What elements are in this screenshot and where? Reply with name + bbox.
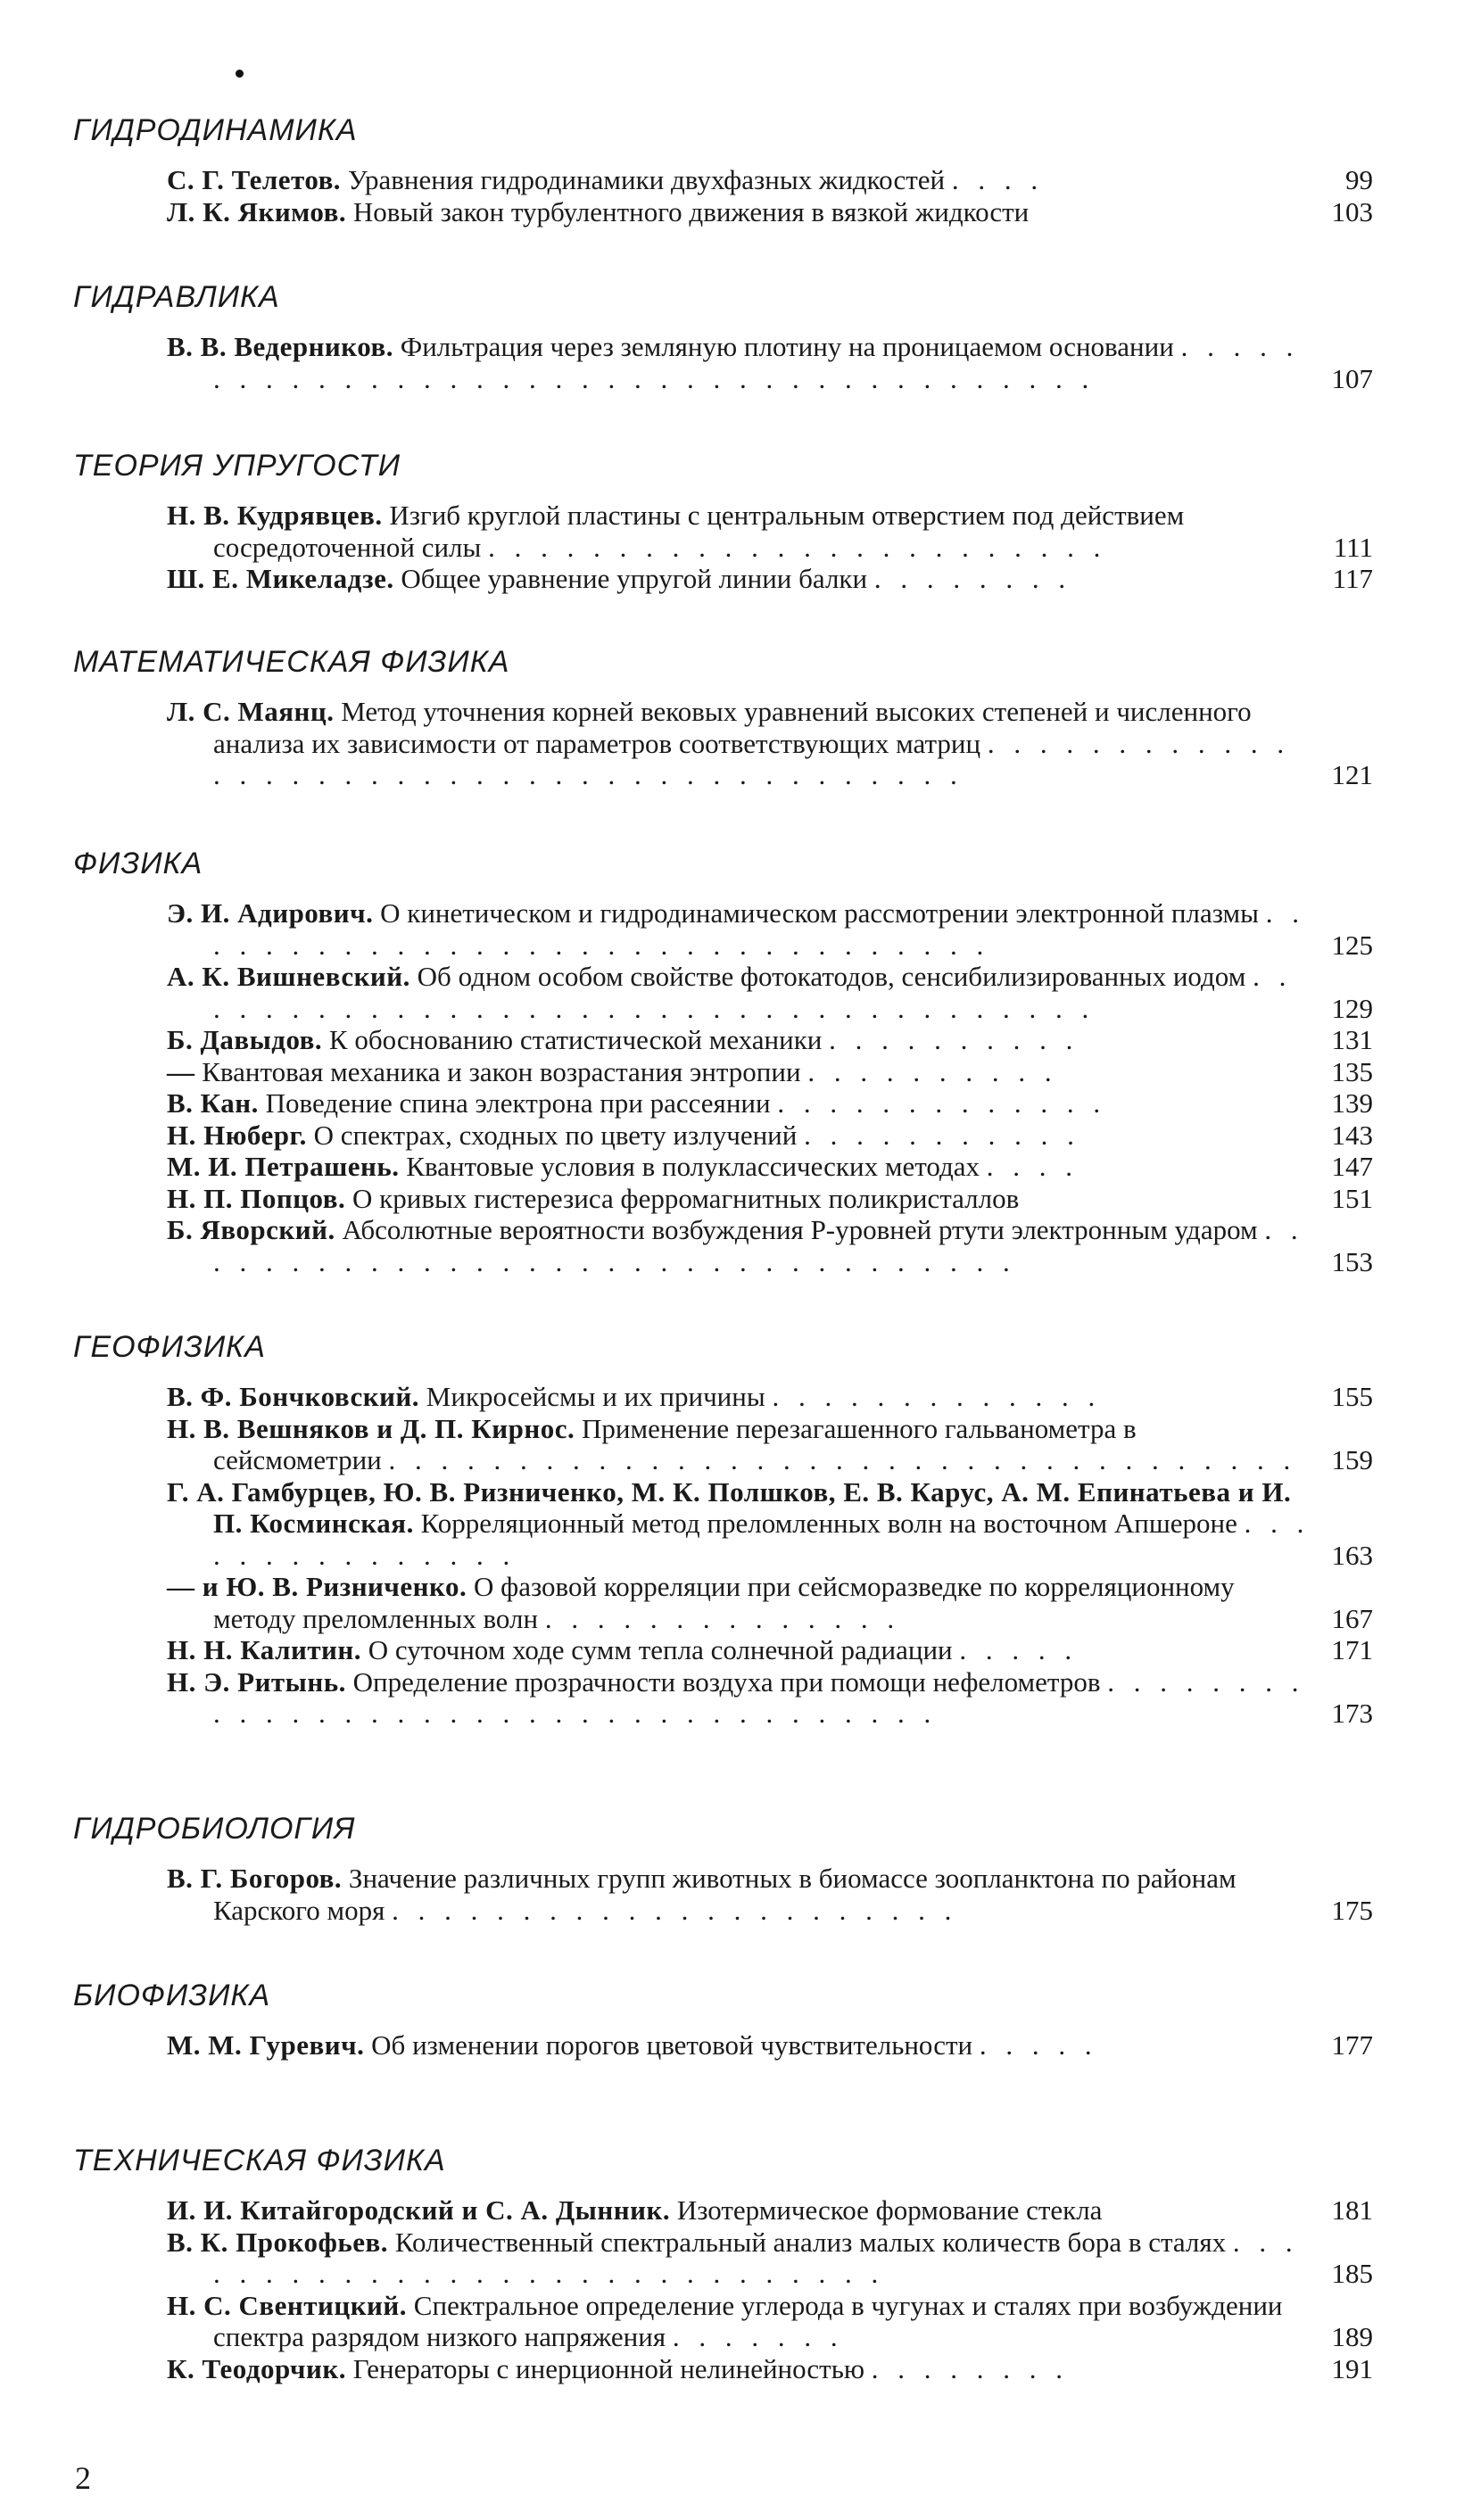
entry-title: О кинетическом и гидродинамическом рассмотрении электронной плазмы xyxy=(380,897,1259,929)
toc-entry xyxy=(167,1056,1373,1088)
entry-title: Спектральное определение углерода в чугунах и сталях при возбуждении спектра разрядом низкого напряжения xyxy=(213,2289,1283,2352)
entry-author: М. М. Гуревич. xyxy=(167,2029,365,2061)
entry-page-number: 99 xyxy=(1345,164,1373,195)
leader-dots: . . . . . . . . . . . . . . . . . . . . . . . . . . . . . xyxy=(213,2226,1299,2289)
entry-page-number: 177 xyxy=(1331,2029,1373,2061)
leader-dots: . . . . . . . . . . . . . xyxy=(772,1381,1102,1412)
entry-page-number: 181 xyxy=(1331,2194,1373,2226)
leader-dots: . . . . xyxy=(951,164,1045,195)
entry-title: Новый закон турбулентного движения в вязкой жидкости xyxy=(352,195,1030,227)
section-title: ГИДРОДИНАМИКА xyxy=(73,113,358,147)
leader-dots: . . . . . . . . . . . . . . . xyxy=(213,1508,1311,1571)
entry-author: М. И. Петрашень. xyxy=(167,1151,400,1182)
entry-author: Б. Давыдов. xyxy=(167,1024,323,1055)
toc-entry xyxy=(167,1381,1373,1413)
entry-author: В. В. Ведерников. xyxy=(167,331,393,362)
section-title: ФИЗИКА xyxy=(73,847,203,880)
toc-section xyxy=(73,279,1376,394)
leader-dots: . . . . . . . . . . . . . . xyxy=(544,1602,901,1634)
page-number: 2 xyxy=(75,2460,91,2496)
entry-author: В. К. Прокофьев. xyxy=(167,2226,389,2258)
entry-page-number: 159 xyxy=(1331,1444,1373,1475)
toc-entries xyxy=(167,500,1373,595)
leader-dots: . . . . . . . . . . . . . . . . . . . . . . . . . . . . . . . . . . . . xyxy=(213,961,1293,1024)
entry-title: Микросейсмы и их причины xyxy=(426,1381,765,1412)
entry-author: И. И. Китайгородский и С. А. Дынник. xyxy=(167,2194,671,2226)
leader-dots: . . . . . xyxy=(959,1634,1079,1665)
section-title: ТЕХНИЧЕСКАЯ ФИЗИКА xyxy=(73,2144,446,2177)
entry-author: Н. Э. Ритынь. xyxy=(167,1665,346,1698)
entry-title: О суточном ходе сумм тепла солнечной радиации xyxy=(368,1634,953,1665)
entry-page-number: 173 xyxy=(1331,1698,1373,1729)
entry-text xyxy=(167,331,1373,394)
entry-text xyxy=(167,1151,1373,1183)
entry-page-number: 189 xyxy=(1331,2321,1373,2352)
leader-dots: . . . . . . . . xyxy=(871,2352,1070,2384)
entry-text xyxy=(167,1863,1373,1926)
entry-page-number: 155 xyxy=(1331,1381,1373,1412)
entry-page-number: 191 xyxy=(1331,2352,1373,2384)
entry-title: Поведение спина электрона при рассеянии xyxy=(265,1087,771,1119)
entry-page-number: 121 xyxy=(1331,759,1373,790)
leader-dots: . . . . . . . . . . . . . . . . . . . . . . . . . . . . . . . . . . . . . . . xyxy=(213,331,1300,394)
entry-text xyxy=(167,1024,1373,1056)
entry-page-number: 175 xyxy=(1331,1894,1373,1926)
entry-text xyxy=(167,1476,1373,1572)
entry-text xyxy=(167,1634,1373,1666)
section-title: ГИДРОБИОЛОГИЯ xyxy=(73,1812,356,1846)
leader-dots: . . . . . . . . . . . . . . . . . . . . . . . . . . . . . . . . . . . xyxy=(388,1444,1297,1475)
entry-text xyxy=(167,1183,1373,1215)
entry-page-number: 171 xyxy=(1331,1634,1373,1665)
entry-author: С. Г. Телетов. xyxy=(167,164,342,195)
entry-page-number: 163 xyxy=(1331,1539,1373,1571)
entry-title: Фильтрация через земляную плотину на проницаемом основании xyxy=(400,331,1174,362)
entry-author: К. Теодорчик. xyxy=(167,2352,346,2384)
toc-entry xyxy=(167,1666,1373,1730)
entry-text xyxy=(167,1214,1373,1277)
entry-page-number: 147 xyxy=(1331,1151,1373,1182)
print-mark xyxy=(236,70,244,78)
entry-page-number: 131 xyxy=(1331,1024,1373,1055)
entry-author: Н. В. Вешняков и Д. П. Кирнос. xyxy=(167,1412,575,1444)
entry-page-number: 135 xyxy=(1331,1055,1373,1087)
entry-text xyxy=(167,961,1373,1024)
toc-entry xyxy=(167,1413,1373,1476)
toc-entry xyxy=(167,2029,1373,2061)
entry-title: Значение различных групп животных в биомассе зоопланктона по районам Карского моря xyxy=(213,1863,1237,1926)
entry-text xyxy=(167,164,1373,196)
toc-entry xyxy=(167,1634,1373,1666)
entry-page-number: 139 xyxy=(1331,1087,1373,1119)
toc-section xyxy=(73,1329,1376,1730)
toc-entry xyxy=(167,1151,1373,1183)
leader-dots: . . . . . . . . . . . . . . . . . . . . . . . . . . . . . . . . . xyxy=(213,1214,1304,1277)
entry-text xyxy=(167,1666,1373,1730)
entry-text xyxy=(167,2227,1373,2290)
entry-author: Н. Н. Калитин. xyxy=(167,1634,362,1665)
toc-entries xyxy=(167,164,1373,227)
toc-entry xyxy=(167,1571,1373,1634)
entry-author: В. Г. Богоров. xyxy=(167,1863,343,1894)
entry-text xyxy=(167,1413,1373,1476)
entry-title: Общее уравнение упругой линии балки xyxy=(401,563,868,594)
toc-entries xyxy=(167,1863,1373,1926)
toc-entry xyxy=(167,196,1373,228)
toc-entry xyxy=(167,331,1373,394)
entry-page-number: 143 xyxy=(1331,1119,1373,1151)
entry-page-number: 103 xyxy=(1331,195,1373,227)
entry-page-number: 185 xyxy=(1331,2258,1373,2289)
section-title: ГИДРАВЛИКА xyxy=(73,280,280,314)
toc-entry xyxy=(167,164,1373,196)
toc-entry xyxy=(167,1120,1373,1152)
toc-entries xyxy=(167,2194,1373,2384)
toc-entry xyxy=(167,2227,1373,2290)
entry-text xyxy=(167,1056,1373,1088)
entry-author: Н. П. Попцов. xyxy=(167,1182,346,1214)
toc-section xyxy=(73,644,1376,791)
entry-text xyxy=(167,2029,1373,2061)
entry-page-number: 111 xyxy=(1333,531,1373,563)
toc-entries xyxy=(167,1381,1373,1730)
entry-text xyxy=(167,563,1373,595)
entry-text xyxy=(167,1120,1373,1152)
entry-page-number: 117 xyxy=(1332,563,1373,594)
entry-title: Об изменении порогов цветовой чувствительности xyxy=(371,2029,973,2061)
leader-dots: . . . . . . . . . . . . . . . . . . . . . . . . xyxy=(488,531,1107,563)
toc-entry xyxy=(167,1183,1373,1215)
entry-page-number: 167 xyxy=(1331,1602,1373,1634)
entry-title: Квантовая механика и закон возрастания энтропии xyxy=(202,1055,801,1087)
toc-entry xyxy=(167,1863,1373,1926)
entry-author: — и Ю. В. Ризниченко. xyxy=(167,1571,467,1602)
entry-title: Применение перезагашенного гальванометра в сейсмометрии xyxy=(213,1412,1137,1475)
entry-title: Определение прозрачности воздуха при помощи нефелометров xyxy=(352,1665,1101,1698)
entry-author: Э. И. Адирович. xyxy=(167,897,374,929)
entry-title: Изотермическое формование стекла xyxy=(676,2194,1103,2226)
entry-page-number: 125 xyxy=(1331,929,1373,961)
leader-dots: . . . . . . . . . . . . . . . . . . . . . . . . . . . . . . . . xyxy=(213,897,1305,961)
entry-author: В. Кан. xyxy=(167,1087,259,1119)
entry-text xyxy=(167,2194,1373,2227)
section-title: БИОФИЗИКА xyxy=(73,1979,271,2012)
entry-author: Н. С. Свентицкий. xyxy=(167,2289,408,2321)
toc-entry xyxy=(167,2353,1373,2385)
toc-entry xyxy=(167,1024,1373,1056)
toc-section xyxy=(73,112,1376,227)
entry-title: Квантовые условия в полуклассических методах xyxy=(406,1151,980,1182)
entry-text xyxy=(167,1571,1373,1634)
leader-dots: . . . . . . . . . . . . . . . . . . . . . . xyxy=(392,1894,958,1926)
toc-entry xyxy=(167,897,1373,961)
entry-author: Г. А. Гамбурцев, Ю. В. Ризниченко, М. К. Полшков, Е. В. Карус, А. М. Епинатьева и И. П. Косминская. xyxy=(167,1475,1292,1539)
entry-title: Корреляционный метод преломленных волн на восточном Апшероне xyxy=(420,1508,1237,1539)
entry-title: К обоснованию статистической механики xyxy=(328,1024,823,1055)
entry-title: О спектрах, сходных по цвету излучений xyxy=(313,1119,798,1151)
entry-author: Ш. Е. Микеладзе. xyxy=(167,563,394,594)
leader-dots: . . . . . . . . xyxy=(873,563,1072,594)
toc-entry xyxy=(167,2194,1373,2227)
section-title: ТЕОРИЯ УПРУГОСТИ xyxy=(73,449,401,483)
toc-entry xyxy=(167,1476,1373,1572)
entry-title: О фазовой корреляции при сейсморазведке по корреляционному методу преломленных волн xyxy=(213,1571,1235,1634)
toc-section xyxy=(73,448,1376,595)
entry-author: В. Ф. Бончковский. xyxy=(167,1381,420,1412)
toc-entries xyxy=(167,2029,1373,2061)
leader-dots: . . . . . . . . . . xyxy=(829,1024,1079,1055)
entry-text xyxy=(167,1087,1373,1120)
leader-dots: . . . . xyxy=(986,1151,1079,1182)
entry-author: Н. В. Кудрявцев. xyxy=(167,500,383,531)
entry-title: Об одном особом свойстве фотокатодов, сенсибилизированных иодом xyxy=(417,961,1246,992)
toc-entry xyxy=(167,2290,1373,2353)
leader-dots: . . . . . . . xyxy=(672,2321,844,2352)
toc-entries xyxy=(167,897,1373,1277)
toc-entry xyxy=(167,500,1373,563)
entry-title: Генераторы с инерционной нелинейностью xyxy=(352,2352,865,2384)
entry-text xyxy=(167,196,1373,228)
entry-author: Л. К. Якимов. xyxy=(167,195,347,227)
entry-page-number: 129 xyxy=(1331,992,1373,1024)
entry-text xyxy=(167,696,1373,791)
leader-dots: . . . . . . . . . . . . . . . . . . . . . . . . . . . . . . . . . . . . . . . . . xyxy=(213,727,1291,790)
leader-dots: . . . . . . . . . . . . . . . . . . . . . . . . . . . . . . . . . . . . xyxy=(213,1665,1305,1729)
entry-text xyxy=(167,2290,1373,2353)
entry-page-number: 153 xyxy=(1331,1245,1373,1277)
entry-text xyxy=(167,897,1373,961)
entry-author: Н. Нюберг. xyxy=(167,1119,307,1151)
entry-title: Количественный спектральный анализ малых количеств бора в сталях xyxy=(394,2226,1227,2258)
entry-text xyxy=(167,1381,1373,1413)
entry-author: Б. Яворский. xyxy=(167,1214,335,1245)
leader-dots: . . . . . . . . . . xyxy=(807,1055,1058,1087)
entry-title: Метод уточнения корней вековых уравнений высоких степеней и численного анализа их зависимости от параметров соответствующих матриц xyxy=(213,696,1252,759)
toc-entry xyxy=(167,1087,1373,1120)
toc-section xyxy=(73,1811,1376,1926)
toc-entry xyxy=(167,563,1373,595)
entry-author: Л. С. Маянц. xyxy=(167,696,335,727)
toc-entry xyxy=(167,1214,1373,1277)
leader-dots: . . . . . . . . . . . xyxy=(804,1119,1080,1151)
toc-entry xyxy=(167,696,1373,791)
toc-section xyxy=(73,846,1376,1277)
toc-entry xyxy=(167,961,1373,1024)
entry-text xyxy=(167,500,1373,563)
leader-dots: . . . . . . . . . . . . . xyxy=(777,1087,1107,1119)
entry-page-number: 151 xyxy=(1331,1182,1373,1214)
entry-title: Уравнения гидродинамики двухфазных жидкостей xyxy=(347,164,946,195)
entry-title: Абсолютные вероятности возбуждения P-уровней ртути электронным ударом xyxy=(342,1214,1258,1245)
toc-section xyxy=(73,1978,1376,2061)
entry-title: Изгиб круглой пластины с центральным отверстием под действием сосредоточенной силы xyxy=(213,500,1185,563)
entry-text xyxy=(167,2353,1373,2385)
entry-author: — xyxy=(167,1055,195,1087)
toc-entries xyxy=(167,331,1373,394)
entry-title: О кривых гистерезиса ферромагнитных поликристаллов xyxy=(352,1182,1020,1214)
entry-page-number: 107 xyxy=(1331,362,1373,394)
toc-section xyxy=(73,2143,1376,2384)
section-title: ГЕОФИЗИКА xyxy=(73,1330,266,1364)
entry-author: А. К. Вишневский. xyxy=(167,961,410,992)
leader-dots: . . . . . xyxy=(979,2029,1098,2061)
section-title: МАТЕМАТИЧЕСКАЯ ФИЗИКА xyxy=(73,645,510,679)
toc-entries xyxy=(167,696,1373,791)
